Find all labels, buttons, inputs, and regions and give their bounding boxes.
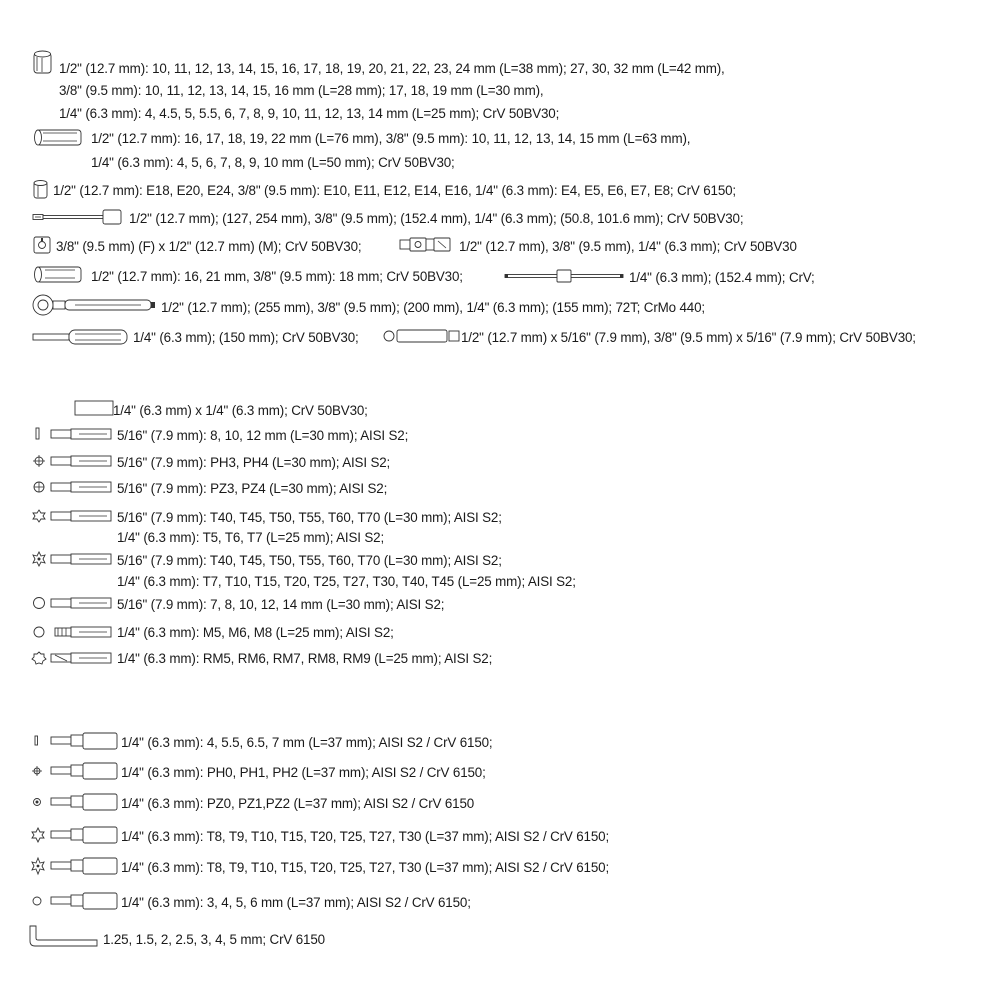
t-bar-handle-spec: 1/4" (6.3 mm); (152.4 mm); CrV; xyxy=(629,270,815,285)
t-bar-handle-icon xyxy=(503,266,627,286)
hex-key-icon xyxy=(27,923,101,949)
torx-bit-spec-line2: 1/4" (6.3 mm): T5, T6, T7 (L=25 mm); AISI S2; xyxy=(117,530,385,545)
spline-bit-spec: 1/4" (6.3 mm): M5, M6, M8 (L=25 mm); AISI S2; xyxy=(117,625,394,640)
e-torx-socket-spec: 1/2" (12.7 mm): E18, E20, E24, 3/8" (9.5 mm): E10, E11, E12, E14, E16, 1/4" (6.3 mm): E4, E5, E6, E7, E8; CrV 6150; xyxy=(53,183,736,198)
universal-joint-spec: 1/2" (12.7 mm), 3/8" (9.5 mm), 1/4" (6.3 mm); CrV 50BV30 xyxy=(459,239,797,254)
pozidriv-bit-icon xyxy=(31,479,115,495)
hex-key-spec: 1.25, 1.5, 2, 2.5, 3, 4, 5 mm; CrV 6150 xyxy=(103,932,325,947)
bit-adapter-icon xyxy=(381,325,461,347)
standard-socket-icon xyxy=(31,50,55,76)
standard-socket-half-spec: 1/2" (12.7 mm): 10, 11, 12, 13, 14, 15, 16, 17, 18, 19, 20, 21, 22, 23, 24 mm (L=38 mm); 27, 30, 32 mm (L=42 mm), xyxy=(59,61,725,76)
extension-bar-icon xyxy=(31,207,127,227)
bit-adapter-spec: 1/2" (12.7 mm) x 5/16" (7.9 mm), 3/8" (9.5 mm) x 5/16" (7.9 mm); CrV 50BV30; xyxy=(461,330,916,345)
adapter-icon xyxy=(31,234,53,256)
slotted-bit-spec: 5/16" (7.9 mm): 8, 10, 12 mm (L=30 mm); AISI S2; xyxy=(117,428,409,443)
tamper-torx-bit-socket-spec: 1/4" (6.3 mm): T8, T9, T10, T15, T20, T25, T27, T30 (L=37 mm); AISI S2 / CrV 6150; xyxy=(121,860,610,875)
torx-bit-spec-line1: 5/16" (7.9 mm): T40, T45, T50, T55, T60, T70 (L=30 mm); AISI S2; xyxy=(117,510,502,525)
tamper-torx-bit-socket-icon xyxy=(31,856,121,876)
bit-holder-spec: 1/4" (6.3 mm) x 1/4" (6.3 mm); CrV 50BV30; xyxy=(113,403,368,418)
hex-bit-socket-spec: 1/4" (6.3 mm): 3, 4, 5, 6 mm (L=37 mm); AISI S2 / CrV 6150; xyxy=(121,895,471,910)
ratchet-spec: 1/2" (12.7 mm); (255 mm), 3/8" (9.5 mm); (200 mm), 1/4" (6.3 mm); (155 mm); 72T; CrMo 440; xyxy=(161,300,705,315)
tamper-torx-bit-spec-line1: 5/16" (7.9 mm): T40, T45, T50, T55, T60, T70 (L=30 mm); AISI S2; xyxy=(117,553,502,568)
tamper-torx-bit-spec-line2: 1/4" (6.3 mm): T7, T10, T15, T20, T25, T27, T30, T40, T45 (L=25 mm); AISI S2; xyxy=(117,574,576,589)
torx-bit-socket-icon xyxy=(31,825,121,845)
bit-holder-icon xyxy=(73,399,115,419)
hex-bit-socket-icon xyxy=(31,891,121,911)
e-torx-socket-icon xyxy=(31,179,51,201)
slotted-bit-socket-spec: 1/4" (6.3 mm): 4, 5.5, 6.5, 7 mm (L=37 mm); AISI S2 / CrV 6150; xyxy=(121,735,493,750)
pozidriv-bit-socket-spec: 1/4" (6.3 mm): PZ0, PZ1,PZ2 (L=37 mm); AISI S2 / CrV 6150 xyxy=(121,796,475,811)
spline-bit-icon xyxy=(31,624,115,640)
tamper-torx-bit-icon xyxy=(31,551,115,567)
slotted-bit-socket-icon xyxy=(31,731,121,751)
ratchet-icon xyxy=(31,293,161,317)
deep-socket-spec-line2: 1/4" (6.3 mm): 4, 5, 6, 7, 8, 9, 10 mm (L=50 mm); CrV 50BV30; xyxy=(91,155,455,170)
slotted-bit-icon xyxy=(31,426,115,442)
phillips-bit-icon xyxy=(31,453,115,469)
hex-bit-spec: 5/16" (7.9 mm): 7, 8, 10, 12, 14 mm (L=30 mm); AISI S2; xyxy=(117,597,445,612)
hex-bit-icon xyxy=(31,595,115,611)
standard-socket-3-8-spec: 3/8" (9.5 mm): 10, 11, 12, 13, 14, 15, 16 mm (L=28 mm); 17, 18, 19 mm (L=30 mm), xyxy=(59,83,544,98)
phillips-bit-socket-icon xyxy=(31,761,121,781)
ribe-bit-spec: 1/4" (6.3 mm): RM5, RM6, RM7, RM8, RM9 (L=25 mm); AISI S2; xyxy=(117,651,493,666)
torx-bit-icon xyxy=(31,508,115,524)
extension-bar-spec: 1/2" (12.7 mm); (127, 254 mm), 3/8" (9.5 mm); (152.4 mm), 1/4" (6.3 mm); (50.8, 101.6 mm); CrV 50BV30; xyxy=(129,211,744,226)
spark-plug-socket-icon xyxy=(31,264,87,286)
bit-screwdriver-icon xyxy=(31,326,131,348)
pozidriv-bit-spec: 5/16" (7.9 mm): PZ3, PZ4 (L=30 mm); AISI S2; xyxy=(117,481,388,496)
adapter-spec: 3/8" (9.5 mm) (F) x 1/2" (12.7 mm) (M); CrV 50BV30; xyxy=(56,239,362,254)
universal-joint-icon xyxy=(398,234,456,256)
deep-socket-icon xyxy=(31,127,87,149)
pozidriv-bit-socket-icon xyxy=(31,792,121,812)
ribe-bit-icon xyxy=(31,650,115,666)
torx-bit-socket-spec: 1/4" (6.3 mm): T8, T9, T10, T15, T20, T25, T27, T30 (L=37 mm); AISI S2 / CrV 6150; xyxy=(121,829,610,844)
bit-screwdriver-spec: 1/4" (6.3 mm); (150 mm); CrV 50BV30; xyxy=(133,330,359,345)
phillips-bit-spec: 5/16" (7.9 mm): PH3, PH4 (L=30 mm); AISI S2; xyxy=(117,455,391,470)
deep-socket-spec-line1: 1/2" (12.7 mm): 16, 17, 18, 19, 22 mm (L=76 mm), 3/8" (9.5 mm): 10, 11, 12, 13, 14, 15 mm (L=63 mm), xyxy=(91,131,691,146)
spark-plug-socket-spec: 1/2" (12.7 mm): 16, 21 mm, 3/8" (9.5 mm): 18 mm; CrV 50BV30; xyxy=(91,269,463,284)
phillips-bit-socket-spec: 1/4" (6.3 mm): PH0, PH1, PH2 (L=37 mm); AISI S2 / CrV 6150; xyxy=(121,765,486,780)
standard-socket-1-4-spec: 1/4" (6.3 mm): 4, 4.5, 5, 5.5, 6, 7, 8, 9, 10, 11, 12, 13, 14 mm (L=25 mm); CrV 50BV30; xyxy=(59,106,560,121)
